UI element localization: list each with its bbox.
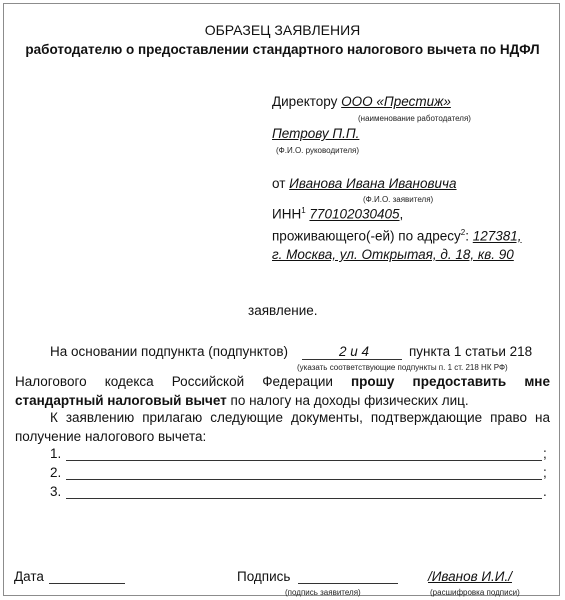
from-prefix: от — [272, 176, 286, 191]
statement-word: заявление. — [248, 303, 318, 318]
inn-footnote: 1 — [301, 206, 306, 215]
list-item-2-number: 2. — [50, 465, 62, 480]
director-name: Петрову П.П. — [272, 126, 360, 141]
list-item-3-blank — [66, 498, 542, 499]
company-caption: (наименование работодателя) — [358, 114, 471, 123]
applicant-caption: (Ф.И.О. заявителя) — [363, 195, 434, 204]
subpoints-value: 2 и 4 — [339, 344, 370, 359]
address-line2: г. Москва, ул. Открытая, д. 18, кв. 90 — [272, 247, 514, 262]
list-item-1-number: 1. — [50, 446, 62, 461]
para3: К заявлению прилагаю следующие документы, подтверждающие право на получение налогового вычета: — [15, 410, 550, 444]
address-line1: 127381, — [472, 228, 522, 244]
date-blank — [49, 583, 125, 584]
date-label: Дата — [14, 569, 44, 584]
address-label: проживающего(-ей) по адресу — [272, 228, 461, 244]
list-item-3-end: . — [543, 484, 547, 499]
signature-caption: (подпись заявителя) — [285, 588, 361, 597]
list-item-1-blank — [66, 460, 542, 461]
para1-end: пункта 1 статьи 218 — [409, 344, 533, 359]
document-title: ОБРАЗЕЦ ЗАЯВЛЕНИЯ — [204, 22, 361, 38]
applicant-line — [272, 176, 457, 191]
director-caption: (Ф.И.О. руководителя) — [276, 146, 359, 155]
decoding-caption: (расшифровка подписи) — [430, 588, 520, 597]
document-subtitle: работодателю о предоставлении стандартного налогового вычета по НДФЛ — [25, 42, 540, 57]
para2-start: Налогового кодекса Российской Федерации — [15, 374, 333, 389]
address-colon: : — [465, 228, 469, 244]
subpoints-underline — [302, 359, 402, 360]
list-item-2-blank — [66, 479, 542, 480]
subpoints-caption: (указать соответствующие подпункты п. 1 ст. 218 НК РФ) — [297, 363, 508, 372]
applicant-name: Иванова Ивана Ивановича — [289, 176, 457, 191]
inn-value: 770102030405 — [309, 206, 400, 222]
para2-bold: прошу предоставить мне стандартный налоговый вычет — [15, 374, 550, 408]
inn-line — [272, 206, 403, 222]
list-item-2-end: ; — [543, 465, 547, 480]
signature-label: Подпись — [237, 569, 291, 584]
document-frame — [3, 3, 560, 596]
para2 — [15, 372, 550, 410]
list-item-1-end: ; — [543, 446, 547, 461]
signature-decoding: /Иванов И.И./ — [428, 569, 512, 584]
inn-label: ИНН — [272, 206, 302, 222]
director-prefix: Директору — [272, 94, 338, 109]
company-name: ООО «Престиж» — [341, 94, 451, 109]
address-footnote: 2 — [460, 228, 466, 237]
para2-end: по налогу на доходы физических лиц. — [230, 393, 469, 408]
signature-blank — [298, 583, 398, 584]
address-line — [272, 228, 522, 244]
director-line — [272, 94, 451, 109]
para1-start: На основании подпункта (подпунктов) — [50, 344, 288, 359]
inn-comma: , — [399, 206, 404, 222]
list-item-3-number: 3. — [50, 484, 62, 499]
